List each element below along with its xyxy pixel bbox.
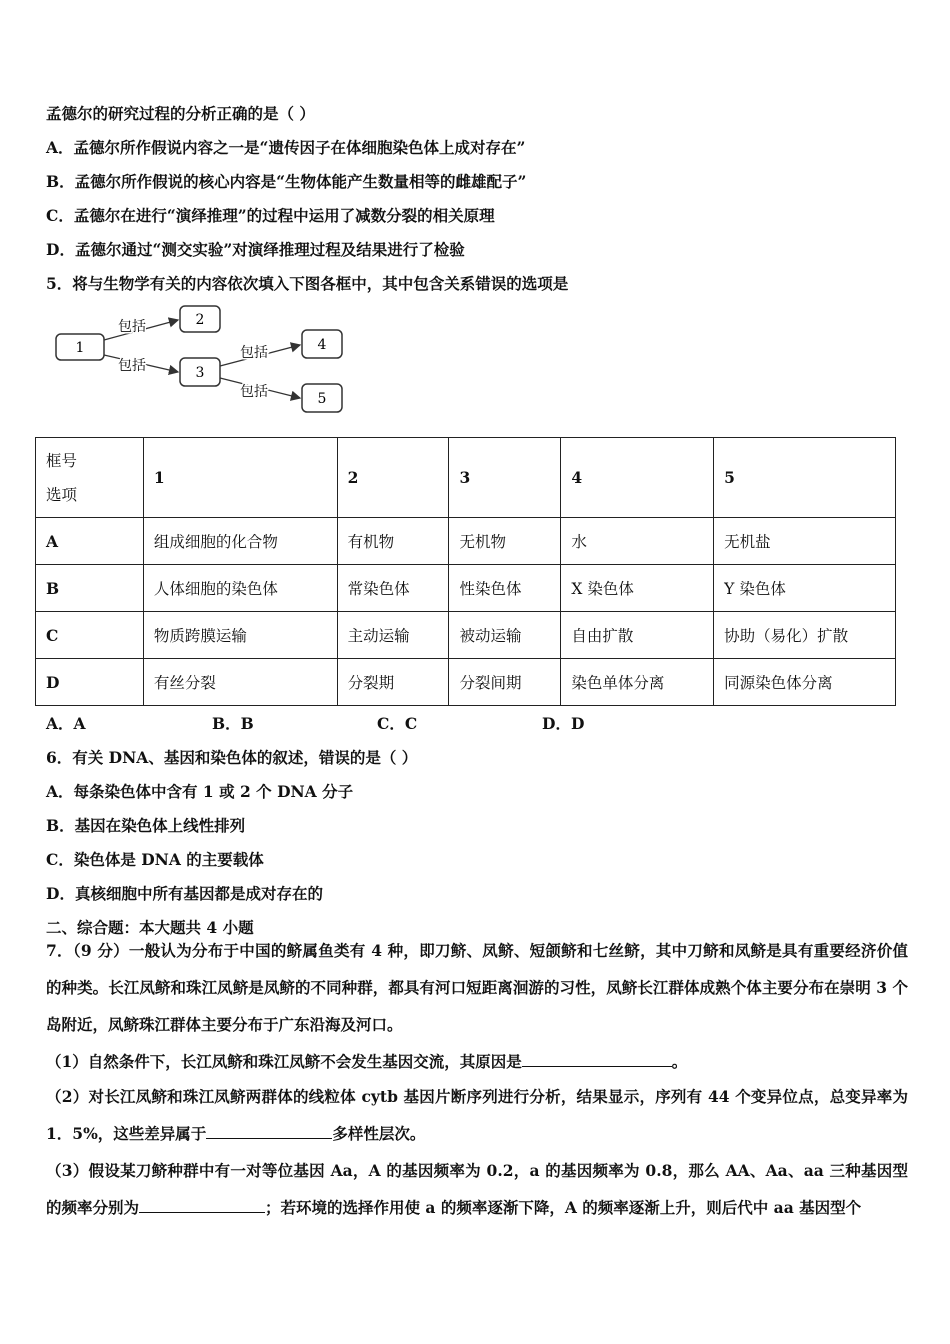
table-row <box>36 612 896 659</box>
table-cell: 人体细胞的染色体 <box>143 565 337 612</box>
q6-option-c: C．染色体是 DNA 的主要载体 <box>46 850 264 869</box>
q6-option-a: A．每条染色体中含有 1 或 2 个 DNA 分子 <box>46 782 354 801</box>
table-cell: 组成细胞的化合物 <box>143 518 337 565</box>
table-cell: 主动运输 <box>337 612 449 659</box>
edge-label-3-5: 包括 <box>240 384 268 400</box>
q5-choice-d: D．D <box>542 714 585 733</box>
section-heading: 二、综合题：本大题共 4 小题 <box>46 918 254 937</box>
row-label: A <box>36 518 144 565</box>
q7-part-2-end: 多样性层次。 <box>332 1124 426 1143</box>
table-header-row <box>36 438 896 518</box>
q7-part-3-end: ；若环境的选择作用使 a 的频率逐渐下降，A 的频率逐渐上升，则后代中 aa 基因型个 <box>265 1198 862 1217</box>
q6-option-b: B．基因在染色体上线性排列 <box>46 816 246 835</box>
column-header: 2 <box>337 438 449 518</box>
answer-blank-3[interactable] <box>139 1198 265 1213</box>
diagram-box-3-label: 3 <box>195 365 205 381</box>
q5-choice-a: A．A <box>46 714 86 733</box>
edge-label-1-2: 包括 <box>118 319 146 335</box>
edge-label-3-4: 包括 <box>240 345 268 361</box>
table-cell: 染色单体分离 <box>561 659 714 706</box>
table-cell: 常染色体 <box>337 565 449 612</box>
diagram-box-2-label: 2 <box>195 312 205 328</box>
table-cell: 水 <box>561 518 714 565</box>
table-corner-cell <box>36 438 144 518</box>
column-header: 1 <box>143 438 337 518</box>
table-cell: 同源染色体分离 <box>714 659 896 706</box>
q7-part-2-text: （2）对长江凤鲚和珠江凤鲚两群体的线粒体 cytb 基因片断序列进行分析，结果显示，序列有 44 个变异位点，总变异率为 1．5%，这些差异属于 <box>46 1087 908 1143</box>
row-label: C <box>36 612 144 659</box>
q5-stem: 5．将与生物学有关的内容依次填入下图各框中，其中包含关系错误的选项是 <box>46 274 569 293</box>
table-row <box>36 518 896 565</box>
q7-part-3-text: （3）假设某刀鲚种群中有一对等位基因 Aa，A 的基因频率为 0.2，a 的基因频率为 0.8，那么 AA、Aa、aa 三种基因型的频率分别为 <box>46 1161 908 1217</box>
table-cell: 自由扩散 <box>561 612 714 659</box>
q7-part-3 <box>46 1152 908 1226</box>
q4-option-d: D．孟德尔通过“测交实验”对演绎推理过程及结果进行了检验 <box>46 240 465 259</box>
table-cell: 协助（易化）扩散 <box>714 612 896 659</box>
q4-option-b: B．孟德尔所作假说的核心内容是“生物体能产生数量相等的雌雄配子” <box>46 172 527 191</box>
q7-intro: 7．（9 分）一般认为分布于中国的鲚属鱼类有 4 种，即刀鲚、凤鲚、短颌鲚和七丝鲚，其中刀鲚和凤鲚是具有重要经济价值的种类。长江凤鲚和珠江凤鲚是凤鲚的不同种群，都具有河口短距离洄游的习性，凤鲚长江群体成熟个体主要分布在崇明 3 个岛附近，凤鲚珠江群体主要分布于广东沿海及河口。 <box>46 941 908 1034</box>
q4-option-c: C．孟德尔在进行“演绎推理”的过程中运用了减数分裂的相关原理 <box>46 206 495 225</box>
table-cell: 有丝分裂 <box>143 659 337 706</box>
table-cell: 性染色体 <box>449 565 561 612</box>
table-row <box>36 565 896 612</box>
table-cell: 被动运输 <box>449 612 561 659</box>
table-cell: 无机物 <box>449 518 561 565</box>
table-cell: 分裂期 <box>337 659 449 706</box>
q6-option-d: D．真核细胞中所有基因都是成对存在的 <box>46 884 323 903</box>
table-cell: 有机物 <box>337 518 449 565</box>
diagram-box-4-label: 4 <box>317 337 327 353</box>
q7-part-2 <box>46 1078 908 1152</box>
options-table <box>35 437 896 706</box>
q7-part-1 <box>46 1043 908 1080</box>
answer-blank-2[interactable] <box>206 1124 332 1139</box>
row-label: D <box>36 659 144 706</box>
corner-label-top: 框号 <box>46 451 78 470</box>
q7-part-1-end: 。 <box>671 1052 688 1071</box>
table-cell: 无机盐 <box>714 518 896 565</box>
q6-stem: 6．有关 DNA、基因和染色体的叙述，错误的是（ ） <box>46 748 418 767</box>
column-header: 3 <box>449 438 561 518</box>
column-header: 5 <box>714 438 896 518</box>
table-row <box>36 659 896 706</box>
q4-stem: 孟德尔的研究过程的分析正确的是（ ） <box>46 104 315 123</box>
table-cell: 物质跨膜运输 <box>143 612 337 659</box>
table-cell: 分裂间期 <box>449 659 561 706</box>
hierarchy-diagram <box>50 300 360 420</box>
q5-choice-c: C．C <box>377 714 418 733</box>
q4-option-a: A．孟德尔所作假说内容之一是“遗传因子在体细胞染色体上成对存在” <box>46 138 526 157</box>
edge-label-1-3: 包括 <box>118 358 146 374</box>
table-cell: Y 染色体 <box>714 565 896 612</box>
q5-choice-b: B．B <box>212 714 254 733</box>
q7-part-1-text: （1）自然条件下，长江凤鲚和珠江凤鲚不会发生基因交流，其原因是 <box>46 1052 522 1071</box>
column-header: 4 <box>561 438 714 518</box>
diagram-box-5-label: 5 <box>317 391 327 407</box>
row-label: B <box>36 565 144 612</box>
corner-label-bottom: 选项 <box>46 485 78 504</box>
table-cell: X 染色体 <box>561 565 714 612</box>
answer-blank-1[interactable] <box>522 1052 672 1067</box>
diagram-box-1-label: 1 <box>75 340 85 356</box>
